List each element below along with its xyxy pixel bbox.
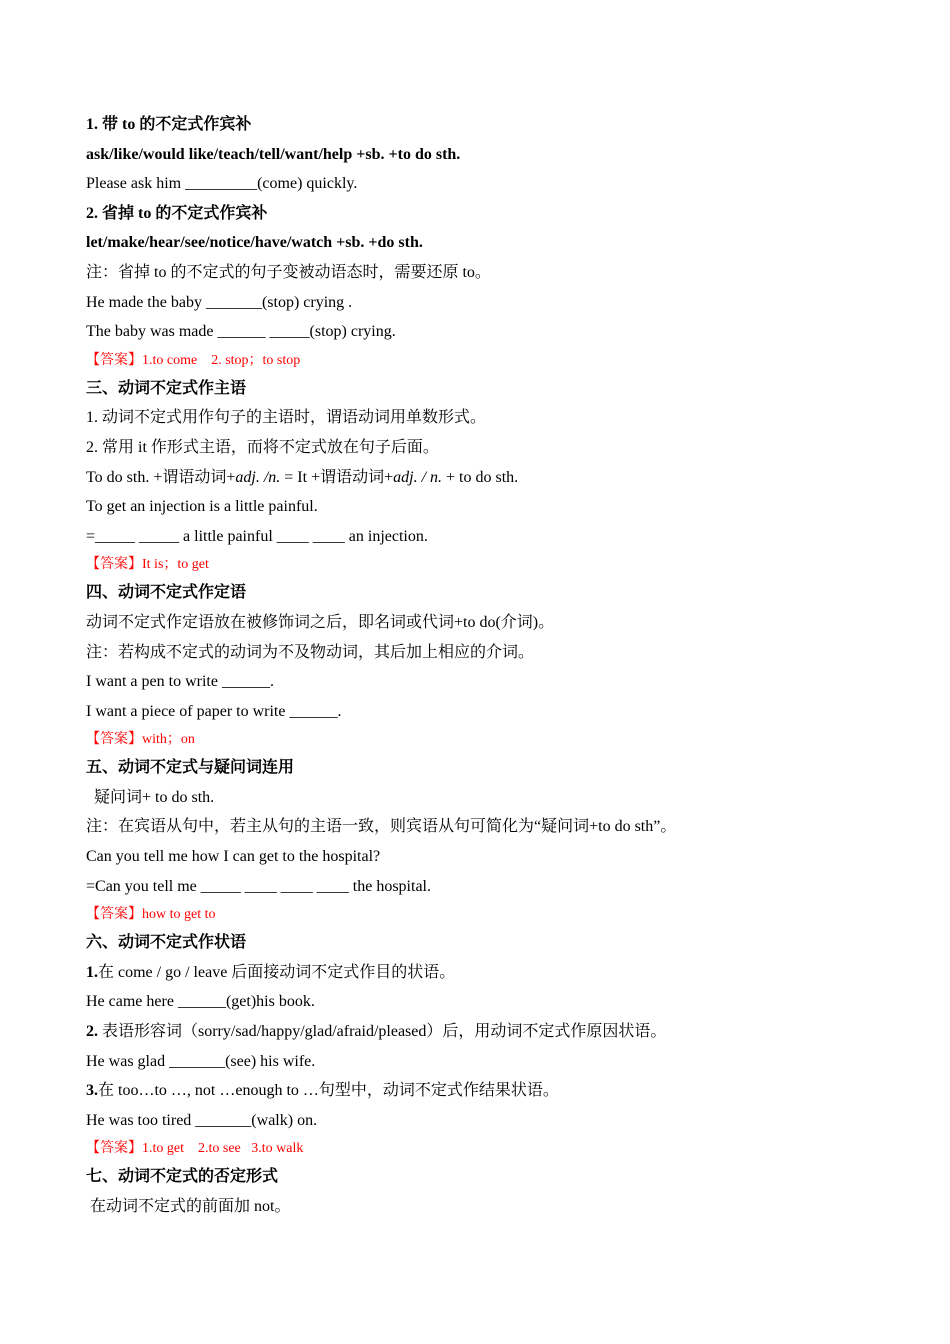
section-heading: 七、动词不定式的否定形式 bbox=[86, 1168, 279, 1186]
exercise-line: He was too tired _______(walk) on. bbox=[86, 1111, 318, 1129]
section-heading: 四、动词不定式作定语 bbox=[86, 584, 247, 602]
exercise-line: =_____ _____ a little painful ____ ____ an injection. bbox=[86, 527, 428, 545]
formula-line: let/make/hear/see/notice/have/watch +sb. +do sth. bbox=[86, 234, 423, 252]
exercise-line: He was glad _______(see) his wife. bbox=[86, 1052, 316, 1070]
rule-line: 1. 动词不定式用作句子的主语时，谓语动词用单数形式。 bbox=[86, 409, 487, 427]
answer-line: 【答案】1.to come 2. stop；to stop bbox=[86, 352, 301, 368]
exercise-line: =Can you tell me _____ ____ ____ ____ the hospital. bbox=[86, 877, 431, 895]
exercise-line: I want a pen to write ______. bbox=[86, 673, 274, 691]
rule-number: 2. bbox=[86, 1023, 98, 1041]
rule-line: 2. 常用 it 作形式主语，而将不定式放在句子后面。 bbox=[86, 438, 439, 456]
formula-line bbox=[86, 463, 886, 493]
formula-italic: adj. /n. bbox=[235, 468, 281, 486]
rule-line bbox=[86, 1076, 886, 1106]
section-heading: 五、动词不定式与疑问词连用 bbox=[86, 759, 295, 777]
formula-part: + to do sth. bbox=[442, 468, 519, 486]
answer-line: 【答案】how to get to bbox=[86, 907, 216, 923]
document-page bbox=[86, 110, 886, 1222]
example-line: Can you tell me how I can get to the hospital? bbox=[86, 848, 381, 866]
note-line: 注：若构成不定式的动词为不及物动词，其后加上相应的介词。 bbox=[86, 643, 535, 661]
rule-text: 在 too…to …, not …enough to …句型中，动词不定式作结果状语。 bbox=[98, 1082, 559, 1100]
formula-part: To do sth. +谓语动词+ bbox=[86, 468, 236, 486]
section-heading: 三、动词不定式作主语 bbox=[86, 379, 247, 397]
rule-number: 3. bbox=[86, 1082, 98, 1100]
formula-italic: adj. / n. bbox=[393, 468, 443, 486]
note-line: 注：在宾语从句中，若主从句的主语一致，则宾语从句可简化为“疑问词+to do sth”。 bbox=[86, 818, 677, 836]
answer-line: 【答案】It is；to get bbox=[86, 557, 209, 573]
rule-line bbox=[86, 1017, 886, 1047]
answer-line: 【答案】with；on bbox=[86, 732, 195, 748]
heading-1: 1. 带 to 的不定式作宾补 bbox=[86, 116, 252, 133]
rule-number: 1. bbox=[86, 963, 98, 981]
heading-2: 2. 省掉 to 的不定式作宾补 bbox=[86, 204, 268, 222]
rule-line bbox=[86, 958, 886, 988]
formula-part: = It +谓语动词+ bbox=[280, 468, 394, 486]
exercise-line: I want a piece of paper to write ______. bbox=[86, 702, 342, 720]
rule-line: 动词不定式作定语放在被修饰词之后，即名词或代词+to do(介词)。 bbox=[86, 613, 555, 631]
rule-text: 在 come / go / leave 后面接动词不定式作目的状语。 bbox=[98, 963, 456, 981]
example-line: To get an injection is a little painful. bbox=[86, 498, 318, 516]
note-line: 注：省掉 to 的不定式的句子变被动语态时，需要还原 to。 bbox=[86, 263, 491, 281]
section-heading: 六、动词不定式作状语 bbox=[86, 934, 247, 952]
exercise-line: Please ask him _________(come) quickly. bbox=[86, 175, 358, 193]
exercise-line: He made the baby _______(stop) crying . bbox=[86, 293, 353, 311]
answer-line: 【答案】1.to get 2.to see 3.to walk bbox=[86, 1141, 304, 1157]
exercise-line: He came here ______(get)his book. bbox=[86, 993, 315, 1011]
exercise-line: The baby was made ______ _____(stop) crying. bbox=[86, 323, 396, 341]
formula-line: ask/like/would like/teach/tell/want/help +sb. +to do sth. bbox=[86, 145, 461, 163]
formula-line: 疑问词+ to do sth. bbox=[86, 788, 215, 806]
rule-line: 在动词不定式的前面加 not。 bbox=[86, 1198, 291, 1215]
rule-text: 表语形容词（sorry/sad/happy/glad/afraid/pleased）后，用动词不定式作原因状语。 bbox=[98, 1023, 667, 1041]
